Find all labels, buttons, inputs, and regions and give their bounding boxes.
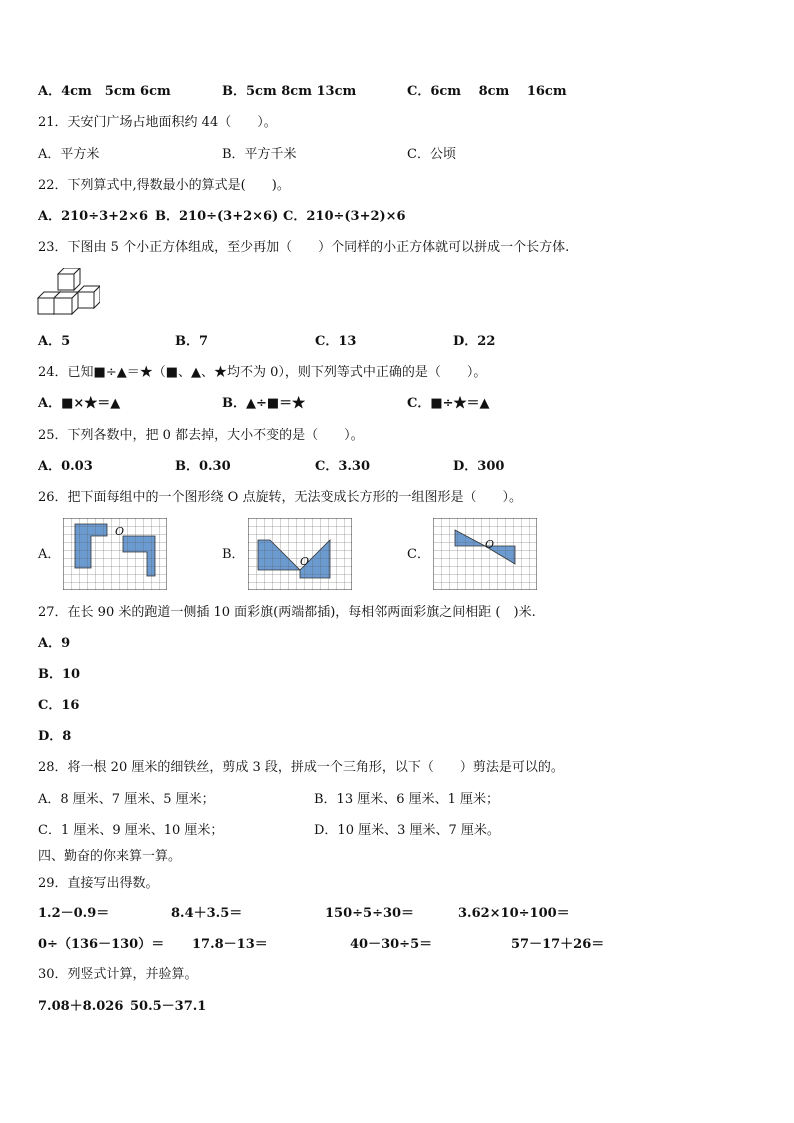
q29-r2-c4: 57－17＋26＝ [511,937,605,952]
q24-option-a: A．■×★＝▲ [38,396,121,411]
grid-figure-c [433,518,537,590]
q27-option-d: D．8 [38,729,72,744]
q22-stem: 22．下列算式中,得数最小的算式是( )。 [38,178,290,193]
q27-option-b: B．10 [38,667,81,682]
q21-option-b: B．平方千米 [222,147,297,162]
q30-item-1: 7.08＋8.026 [38,999,124,1014]
q29-r2-c3: 40－30÷5＝ [350,937,433,952]
q29-r2-c2: 17.8－13＝ [192,937,268,952]
q23-option-c: C．13 [315,334,357,349]
q25-option-c: C．3.30 [315,459,371,474]
q30-stem: 30．列竖式计算，并验算。 [38,967,198,982]
q28-stem: 28．将一根 20 厘米的细铁丝，剪成 3 段，拼成一个三角形，以下（ ）剪法是可以的。 [38,760,564,775]
q20-option-b: B．5cm 8cm 13cm [222,84,357,99]
point-o-label-a: O [115,525,125,538]
q26-option-a: A． [38,547,61,562]
q26-stem: 26．把下面每组中的一个图形绕 O 点旋转，无法变成长方形的一组图形是（ ）。 [38,490,522,505]
q23-option-b: B．7 [175,334,209,349]
q27-option-a: A．9 [38,636,71,651]
cube-figure [36,268,100,318]
q22-option-a: A．210÷3+2×6 [38,209,149,224]
q30-item-2: 50.5－37.1 [130,999,207,1014]
q28-option-c: C．1 厘米、9 厘米、10 厘米； [38,823,224,838]
grid-figure-a [63,518,167,590]
q29-r1-c2: 8.4＋3.5＝ [171,906,243,921]
q22-option-c: C．210÷(3+2)×6 [283,209,406,224]
q28-option-a: A．8 厘米、7 厘米、5 厘米； [38,792,215,807]
q24-option-b: B．▲÷■＝★ [222,396,306,411]
q26-option-c: C． [407,547,430,562]
q29-stem: 29．直接写出得数。 [38,876,159,891]
q28-option-d: D．10 厘米、3 厘米、7 厘米。 [314,823,500,838]
q23-stem: 23．下图由 5 个小正方体组成，至少再加（ ）个同样的小正方体就可以拼成一个长方体. [38,240,570,255]
q29-r1-c3: 150÷5÷30＝ [325,906,415,921]
q27-option-c: C．16 [38,698,80,713]
q25-option-d: D．300 [453,459,505,474]
q29-r2-c1: 0÷（136－130）＝ [38,937,165,952]
q25-option-a: A．0.03 [38,459,93,474]
q23-option-a: A．5 [38,334,71,349]
q20-option-c: C．6cm 8cm 16cm [407,84,567,99]
point-o-label-b: O [300,555,310,568]
q23-option-d: D．22 [453,334,496,349]
q28-option-b: B．13 厘米、6 厘米、1 厘米； [314,792,500,807]
q20-option-a: A．4cm 5cm 6cm [38,84,171,99]
q29-r1-c1: 1.2－0.9＝ [38,906,110,921]
q22-option-b: B．210÷(3+2×6) [155,209,279,224]
q29-r1-c4: 3.62×10÷100＝ [458,906,570,921]
q26-option-b: B． [222,547,245,562]
grid-figure-b [248,518,352,590]
q24-stem: 24．已知■÷▲＝★（■、▲、★均不为 0），则下列等式中正确的是（ ）。 [38,365,487,380]
q21-option-c: C．公顷 [407,147,456,162]
q27-stem: 27．在长 90 米的跑道一侧插 10 面彩旗(两端都插)，每相邻两面彩旗之间相距 ( )米. [38,605,536,620]
section-title: 四、勤奋的你来算一算。 [38,849,182,864]
q21-option-a: A．平方米 [38,147,100,162]
q21-stem: 21．天安门广场占地面积约 44（ ）。 [38,115,277,130]
q24-option-c: C．■÷★＝▲ [407,396,490,411]
q25-option-b: B．0.30 [175,459,231,474]
point-o-label-c: O [485,538,495,551]
q25-stem: 25．下列各数中，把 0 都去掉，大小不变的是（ ）。 [38,428,364,443]
